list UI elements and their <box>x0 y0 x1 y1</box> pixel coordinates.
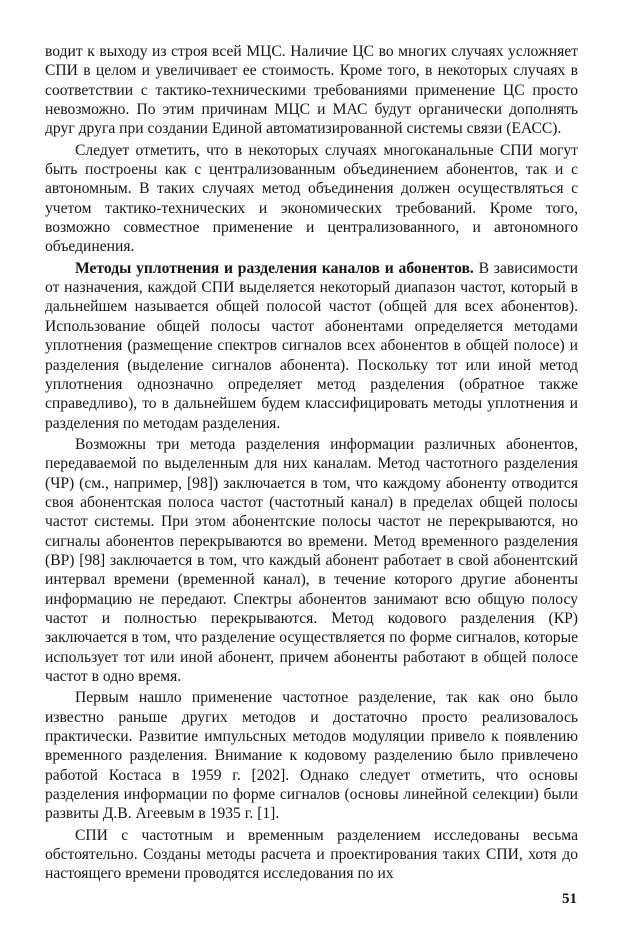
paragraph-1: водит к выходу из строя всей МЦС. Наличие ЦС во многих случаях усложняет СПИ в целом и увеличивает ее стоимость. Кроме того, в некоторых случаях в соответствии с тактико-техническими требованиями применение ЦС просто невозможно. По этим причинам МЦС и МАС будут органически дополнять друг друга при создании Единой автоматизированной системы связи (ЕАСС). <box>45 43 578 138</box>
page-number: 51 <box>562 891 577 907</box>
paragraph-5: Первым нашло применение частотное разделение, так как оно было известно раньше других методов и достаточно просто реализовалось практически. Развитие импульсных методов модуляции привело к появлению временного разделения. Внимание к кодовому разделению было привлечено работой Костаса в 1959 г. [202]. Однако следует отметить, что основы разделения информации по форме сигналов (основы линейной селекции) были развиты Д.В. Агеевым в 1935 г. [1]. <box>45 689 578 823</box>
paragraph-4: Возможны три метода разделения информации различных абонентов, передаваемой по выделенным для них каналам. Метод частотного разделения (ЧР) (см., например, [98]) заключается в том, что каждому абоненту отводится своя абонентская полоса частот (частотный канал) в пределах общей полосы частот системы. При этом абонентские полосы частот не перекрываются, но сигналы абонентов перекрываются во времени. Метод временного разделения (ВР) [98] заключается в том, что каждый абонент работает в свой абонентский интервал времени (временной канал), в течение которого другие абоненты информацию не передают. Спектры абонентов занимают всю общую полосу частот и полностью перекрываются. Метод кодового разделения (КР) заключается в том, что разделение осуществляется по форме сигналов, которые использует тот или иной абонент, причем абоненты работают в общей полосе частот в одно время. <box>45 435 578 685</box>
paragraph-6: СПИ с частотным и временным разделением исследованы весьма обстоятельно. Созданы методы расчета и проектирования таких СПИ, хотя до настоящего времени проводятся исследования по их <box>45 826 578 883</box>
paragraph-3 <box>45 259 578 433</box>
page-body <box>45 42 578 884</box>
section-heading: Методы уплотнения и разделения каналов и абонентов. <box>75 259 474 277</box>
paragraph-2: Следует отметить, что в некоторых случаях многоканальные СПИ могут быть построены как с централизованным объединением абонентов, так и с автономным. В таких случаях метод объединения должен осуществляться с учетом тактико-технических и экономических требований. Кроме того, возможно совместное применение и централизованного, и автономного объединения. <box>45 141 578 256</box>
paragraph-3-text: В зависимости от назначения, каждой СПИ выделяется некоторый диапазон частот, который в дальнейшем называется общей полосой частот (общей для всех абонентов). Использование общей полосы частот абонентами определяется методами уплотнения (размещение спектров сигналов всех абонентов в общей полосе) и разделения (выделение сигналов абонента). Поскольку тот или иной метод уплотнения однозначно определяет метод разделения (обратное также справедливо), то в дальнейшем будем классифицировать методы уплотнения и разделения по методам разделения. <box>45 259 578 432</box>
